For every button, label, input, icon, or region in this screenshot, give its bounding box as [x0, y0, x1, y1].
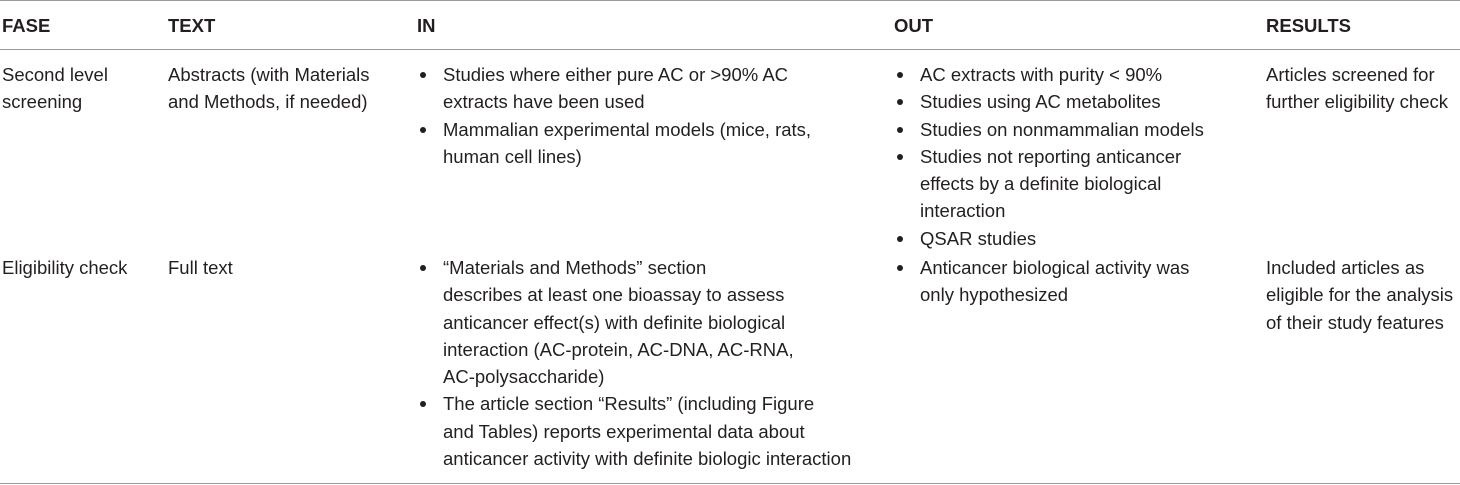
row1-results-line: further eligibility check — [1266, 91, 1448, 113]
row1-out-item-line: Studies not reporting anticancer — [920, 145, 1182, 167]
row2-out-item-line: only hypothesized — [920, 284, 1069, 306]
row2-in-item — [417, 254, 851, 390]
row1-in-item — [417, 61, 811, 116]
header-text: TEXT — [168, 15, 216, 36]
row2-in-item-line: anticancer effect(s) with definite biological — [443, 311, 786, 333]
row2-in-item-line: The article section “Results” (including Figure — [443, 393, 815, 415]
row1-out-item-line: QSAR studies — [920, 227, 1037, 249]
header-in: IN — [417, 15, 436, 36]
row1-out-item-line: effects by a definite biological — [920, 173, 1162, 195]
row1-out-list — [894, 61, 1204, 252]
row2-results — [1266, 254, 1453, 336]
row2-in-item-line: AC-polysaccharide) — [443, 366, 605, 388]
row1-in-item-line: Mammalian experimental models (mice, rats, — [443, 118, 812, 140]
row1-results — [1266, 61, 1448, 116]
row2-in-item-line: “Materials and Methods” section — [443, 257, 707, 278]
header-out: OUT — [894, 15, 934, 36]
row1-in-item — [417, 116, 811, 171]
row2-out-item-line: Anticancer biological activity was — [920, 257, 1190, 278]
row2-in-item-line: interaction (AC-protein, AC-DNA, AC-RNA, — [443, 338, 794, 360]
row1-out-item-line: Studies using AC metabolites — [920, 91, 1161, 113]
row1-out-item — [894, 225, 1204, 252]
row1-in-item-line: human cell lines) — [443, 145, 582, 167]
row2-fase — [2, 254, 127, 281]
row1-in-list — [417, 61, 811, 170]
row1-text-line: Abstracts (with Materials — [168, 64, 370, 85]
row2-out-item — [894, 254, 1189, 309]
row2-fase-line: Eligibility check — [2, 257, 128, 278]
row2-text — [168, 254, 233, 281]
row2-results-line: Included articles as — [1266, 257, 1425, 278]
row2-text-line: Full text — [168, 257, 233, 278]
table-top-rule — [0, 0, 1460, 1]
row1-out-item — [894, 143, 1204, 225]
row1-fase-line: Second level — [2, 64, 108, 85]
row1-in-item-line: Studies where either pure AC or >90% AC — [443, 64, 789, 85]
header-fase: FASE — [2, 15, 51, 36]
row2-in-item-line: anticancer activity with definite biologic interaction — [443, 448, 852, 470]
table-header-rule — [0, 49, 1460, 50]
row1-out-item — [894, 116, 1204, 143]
row1-out-item-line: AC extracts with purity < 90% — [920, 64, 1163, 85]
row1-out-item-line: interaction — [920, 200, 1006, 222]
row2-in-item — [417, 390, 851, 472]
row1-fase — [2, 61, 108, 116]
row2-results-line: eligible for the analysis — [1266, 284, 1454, 306]
row2-in-item-line: describes at least one bioassay to assess — [443, 284, 785, 306]
header-results: RESULTS — [1266, 15, 1351, 36]
row1-text-line: and Methods, if needed) — [168, 91, 368, 113]
row1-out-item-line: Studies on nonmammalian models — [920, 118, 1204, 140]
row2-in-item-line: and Tables) reports experimental data about — [443, 420, 805, 442]
table-bottom-rule — [0, 483, 1460, 484]
row1-results-line: Articles screened for — [1266, 64, 1435, 85]
row1-fase-line: screening — [2, 91, 83, 113]
row2-in-list — [417, 254, 851, 472]
row2-results-line: of their study features — [1266, 311, 1444, 333]
row1-text — [168, 61, 370, 116]
row1-in-item-line: extracts have been used — [443, 91, 645, 113]
row1-out-item — [894, 88, 1204, 115]
row1-out-item — [894, 61, 1204, 88]
row2-out-list — [894, 254, 1189, 309]
